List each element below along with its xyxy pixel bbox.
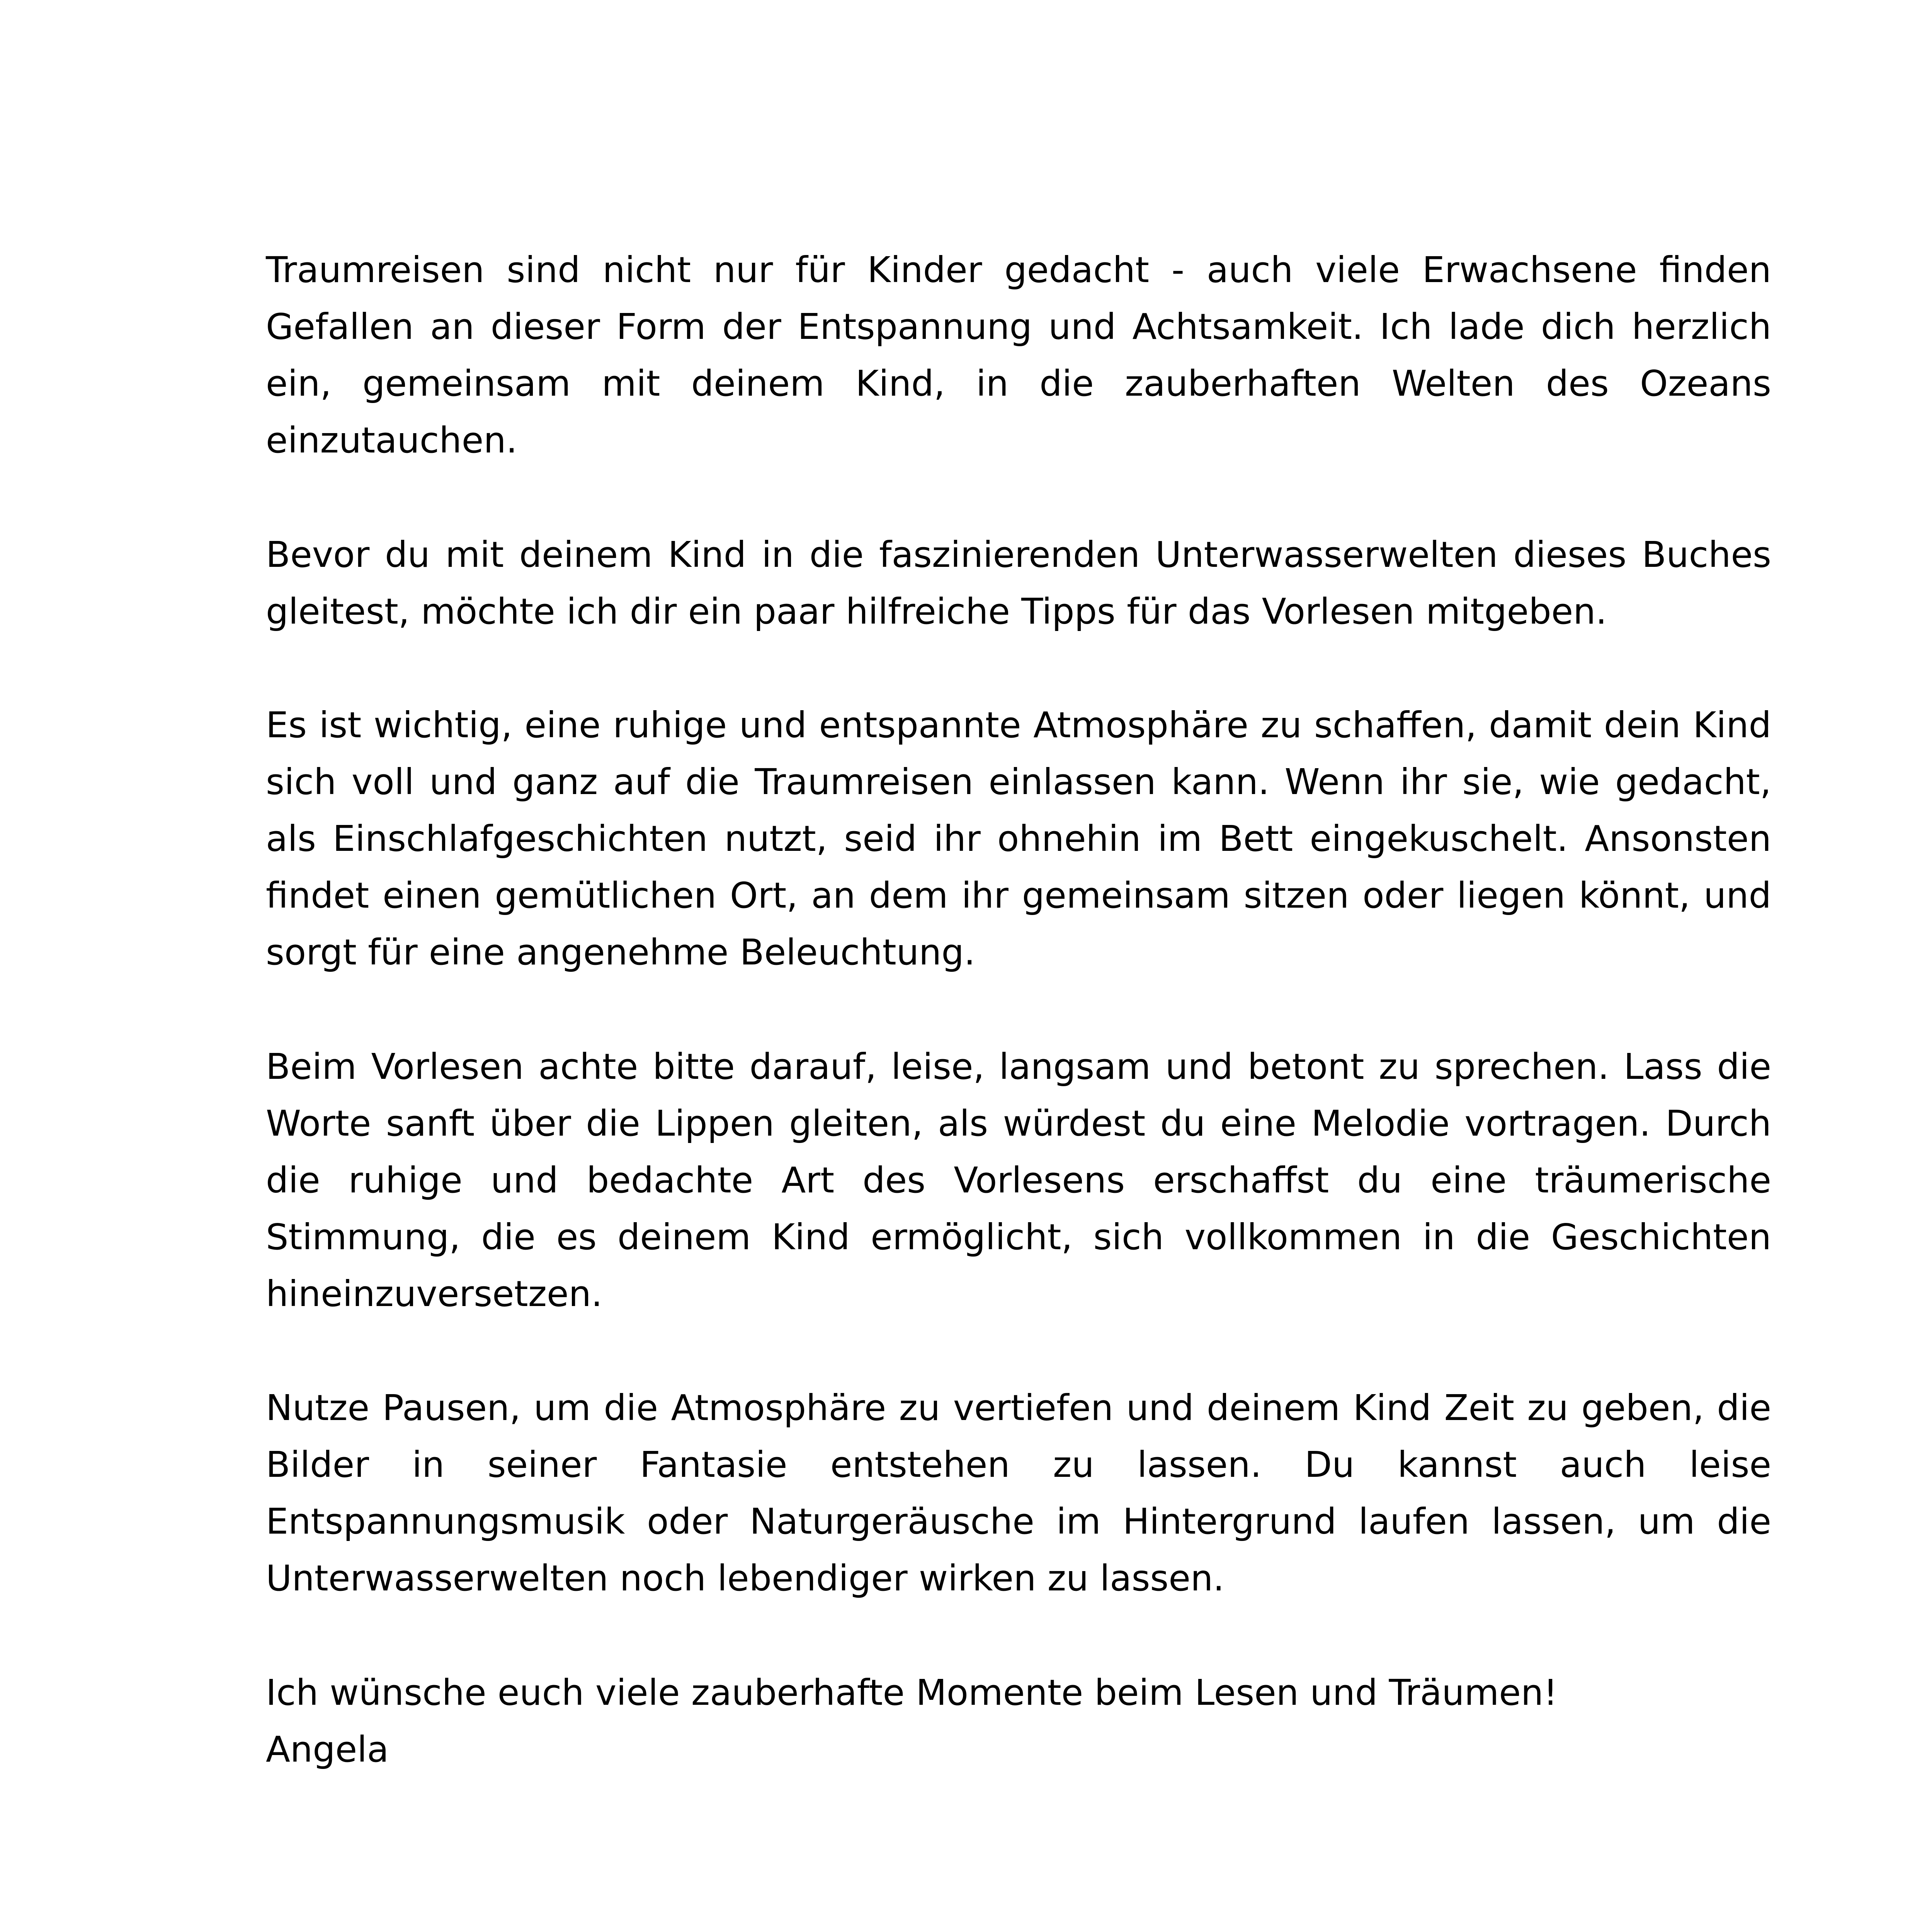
paragraph-intro: Traumreisen sind nicht nur für Kinder gedacht - auch viele Erwachsene finden Gefallen an dieser Form der Entspannung und Achtsamkeit. Ich lade dich herzlich ein, gemeinsam mit deinem Kind, in die zauberhaften Welten des Ozeans einzutauchen.	[266, 249, 1771, 461]
closing-line: Ich wünsche euch viele zauberhafte Momente beim Lesen und Träumen!	[266, 1672, 1558, 1713]
signature: Angela	[266, 1729, 389, 1770]
paragraph-reading-style: Beim Vorlesen achte bitte darauf, leise, langsam und betont zu sprechen. Lass die Worte sanft über die Lippen gleiten, als würdest du eine Melodie vortragen. Durch die ruhige und bedachte Art des Vorlesens erschaffst du eine träumerische Stimmung, die es deinem Kind ermöglicht, sich vollkommen in die Geschichten hineinzuversetzen.	[266, 1046, 1771, 1315]
paragraph-atmosphere: Es ist wichtig, eine ruhige und entspannte Atmosphäre zu schaffen, damit dein Kind sich voll und ganz auf die Traumreisen einlassen kann. Wenn ihr sie, wie gedacht, als Einschlafgeschichten nutzt, seid ihr ohnehin im Bett eingekuschelt. Ansonsten findet einen gemütlichen Ort, an dem ihr gemeinsam sitzen oder liegen könnt, und sorgt für eine angenehme Beleuchtung.	[266, 704, 1771, 973]
paragraph-pauses: Nutze Pausen, um die Atmosphäre zu vertiefen und deinem Kind Zeit zu geben, die Bilder in seiner Fantasie entstehen zu lassen. Du kannst auch leise Entspannungsmusik oder Naturgeräusche im Hintergrund laufen lassen, um die Unterwasserwelten noch lebendiger wirken zu lassen.	[266, 1387, 1771, 1599]
paragraph-tips-intro: Bevor du mit deinem Kind in die faszinierenden Unterwasserwelten dieses Buches gleitest, möchte ich dir ein paar hilfreiche Tipps für das Vorlesen mitgeben.	[266, 534, 1771, 632]
